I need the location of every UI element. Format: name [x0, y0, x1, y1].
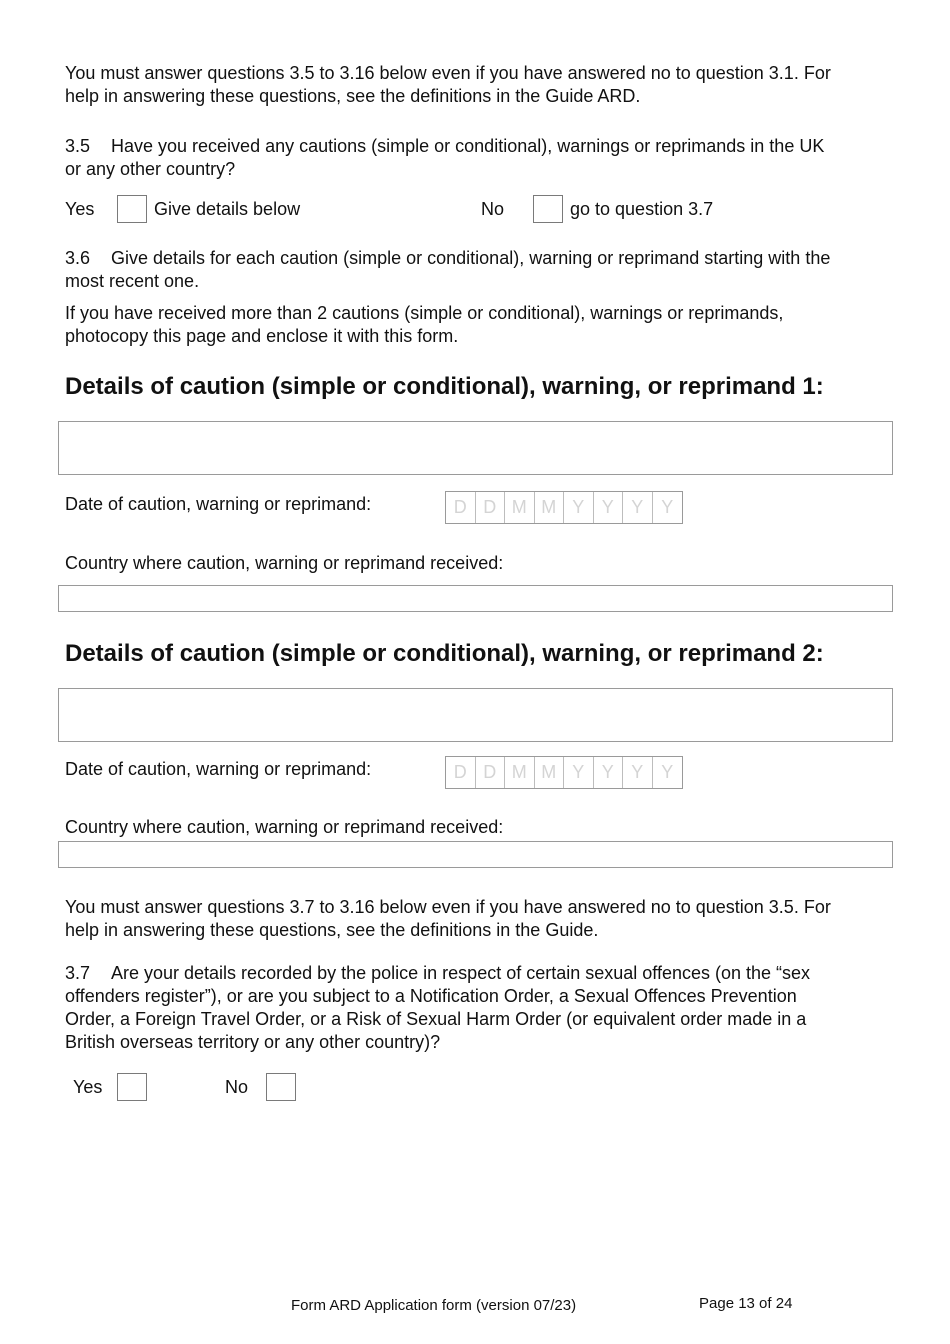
caution-1-details-field[interactable] [58, 421, 893, 475]
intro-1-line-1: You must answer questions 3.5 to 3.16 below even if you have answered no to question 3.1. For [65, 63, 831, 83]
q3-5-yes-label: Yes [65, 199, 95, 219]
question-3-5 [65, 135, 895, 181]
caution-2-date-label: Date of caution, warning or reprimand: [65, 759, 372, 779]
q3-7-yes-label: Yes [73, 1077, 103, 1097]
question-number: 3.7 [65, 963, 91, 983]
date-cell-year[interactable]: Y [623, 757, 653, 788]
caution-1-date-label: Date of caution, warning or reprimand: [65, 494, 372, 514]
caution-2-country-label: Country where caution, warning or reprimand received: [65, 817, 504, 837]
intro-2-line-2: help in answering these questions, see the definitions in the Guide. [65, 920, 599, 940]
q3-5-no-label: No [481, 199, 505, 219]
date-cell-month[interactable]: M [505, 492, 535, 523]
date-cell-month[interactable]: M [535, 757, 565, 788]
date-cell-year[interactable]: Y [594, 757, 624, 788]
question-text-line-1: Are your details recorded by the police in respect of certain sexual offences (on the “sex [111, 963, 811, 983]
question-text-line-2: or any other country? [65, 159, 236, 179]
intro-paragraph-2 [65, 896, 895, 942]
intro-1-line-2: help in answering these questions, see the definitions in the Guide ARD. [65, 86, 641, 106]
q3-7-no-checkbox[interactable] [266, 1073, 296, 1101]
date-cell-day[interactable]: D [446, 757, 476, 788]
date-cell-year[interactable]: Y [594, 492, 624, 523]
date-cell-year[interactable]: Y [661, 762, 674, 782]
caution-1-country-field[interactable] [58, 585, 893, 612]
question-text-line-4: British overseas territory or any other country)? [65, 1032, 441, 1052]
question-text-line-1: Have you received any cautions (simple or conditional), warnings or reprimands in the UK [111, 136, 825, 156]
note-line-1: If you have received more than 2 cautions (simple or conditional), warnings or reprimands, [65, 303, 784, 323]
question-number: 3.5 [65, 136, 91, 156]
q3-5-yes-hint: Give details below [154, 199, 301, 219]
caution-2-details-field[interactable] [58, 688, 893, 742]
note-line-2: photocopy this page and enclose it with this form. [65, 326, 459, 346]
q3-7-no-label: No [225, 1077, 249, 1097]
date-cell-day[interactable]: D [476, 492, 506, 523]
q3-5-no-checkbox[interactable] [533, 195, 563, 223]
footer-form-name: Form ARD Application form (version 07/23) [291, 1297, 577, 1314]
caution-1-country-label: Country where caution, warning or reprimand received: [65, 553, 504, 573]
caution-1-date-field[interactable] [445, 491, 683, 524]
caution-2-date-field[interactable] [445, 756, 683, 789]
footer-page-number: Page 13 of 24 [699, 1295, 793, 1312]
q3-5-no-hint: go to question 3.7 [570, 199, 714, 219]
date-cell-year[interactable]: Y [564, 757, 594, 788]
date-cell-day[interactable]: D [446, 492, 476, 523]
q3-7-yes-checkbox[interactable] [117, 1073, 147, 1101]
date-cell-day[interactable]: D [476, 757, 506, 788]
question-text-line-2: most recent one. [65, 271, 200, 291]
details-heading-2: Details of caution (simple or conditional), warning, or reprimand 2: [65, 640, 824, 667]
caution-2-country-field[interactable] [58, 841, 893, 868]
question-text-line-2: offenders register”), or are you subject to a Notification Order, a Sexual Offences Prevention [65, 986, 797, 1006]
question-number: 3.6 [65, 248, 91, 268]
intro-paragraph-1 [65, 62, 895, 108]
date-cell-year[interactable]: Y [661, 497, 674, 517]
q3-6-note [65, 302, 895, 348]
question-text-line-3: Order, a Foreign Travel Order, or a Risk of Sexual Harm Order (or equivalent order made in a [65, 1009, 807, 1029]
date-cell-year[interactable]: Y [623, 492, 653, 523]
intro-2-line-1: You must answer questions 3.7 to 3.16 below even if you have answered no to question 3.5. For [65, 897, 831, 917]
date-cell-month[interactable]: M [505, 757, 535, 788]
question-text-line-1: Give details for each caution (simple or conditional), warning or reprimand starting with the [111, 248, 831, 268]
details-heading-1: Details of caution (simple or conditional), warning, or reprimand 1: [65, 373, 824, 400]
question-3-6 [65, 247, 895, 293]
question-3-7 [65, 962, 895, 1054]
q3-5-yes-checkbox[interactable] [117, 195, 147, 223]
date-cell-month[interactable]: M [535, 492, 565, 523]
date-cell-year[interactable]: Y [564, 492, 594, 523]
